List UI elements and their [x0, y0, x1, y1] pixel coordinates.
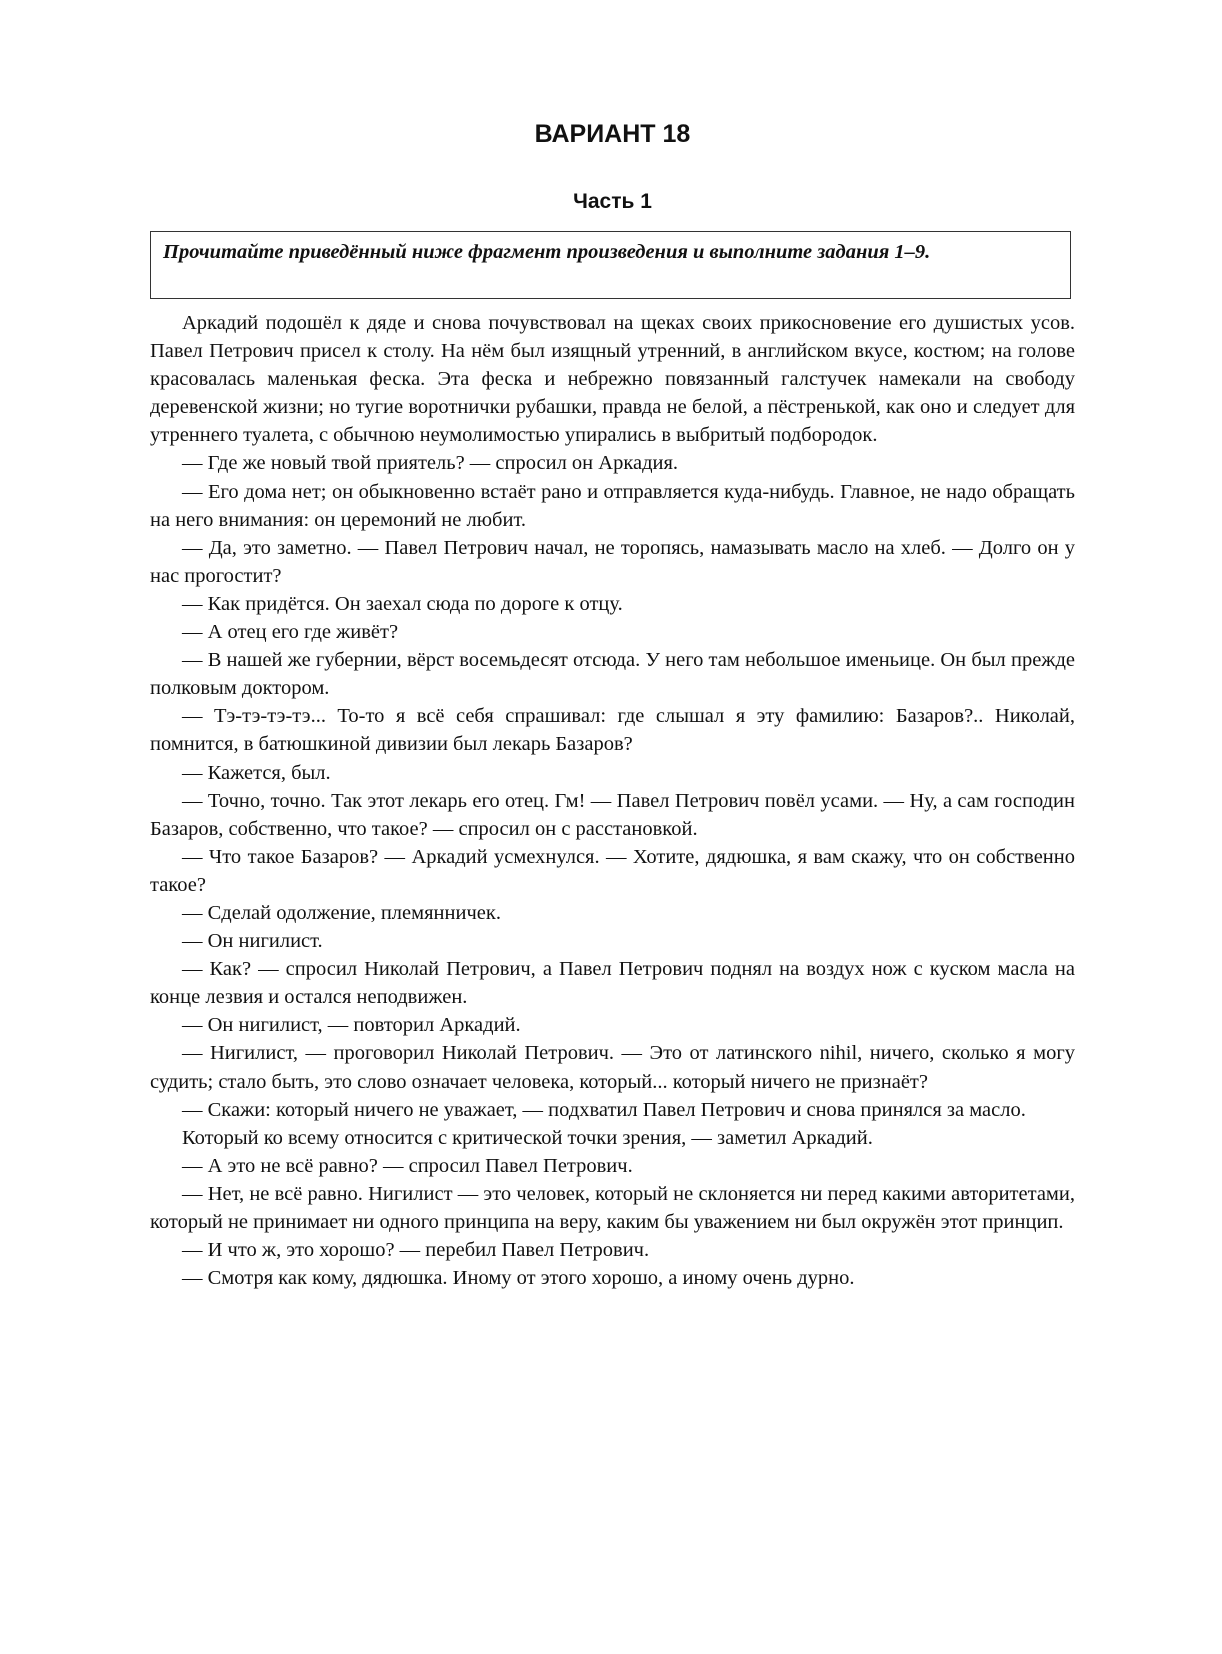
paragraph: — Что такое Базаров? — Аркадий усмехнулся. — Хотите, дядюшка, я вам скажу, что он собственно такое?: [150, 845, 1075, 896]
paragraph: — Кажется, был.: [182, 761, 331, 784]
text-fragment: [150, 309, 1075, 1292]
paragraph: — Как? — спросил Николай Петрович, а Павел Петрович поднял на воздух нож с куском масла на конце лезвия и остался неподвижен.: [150, 958, 1075, 1009]
paragraph: — Как придётся. Он заехал сюда по дороге к отцу.: [182, 592, 623, 615]
paragraph: — Сделай одолжение, племянничек.: [182, 901, 501, 924]
paragraph: — Смотря как кому, дядюшка. Иному от этого хорошо, а иному очень дурно.: [182, 1267, 855, 1290]
paragraph: — А отец его где живёт?: [182, 621, 399, 644]
paragraph: — Он нигилист, — повторил Аркадий.: [182, 1014, 521, 1037]
variant-title: ВАРИАНТ 18: [534, 120, 691, 148]
paragraph: Который ко всему относится с критической точки зрения, — заметил Аркадий.: [182, 1126, 873, 1149]
paragraph: — Тэ-тэ-тэ-тэ... То-то я всё себя спрашивал: где слышал я эту фамилию: Базаров?.. Николай, помнится, в батюшкиной дивизии был лекарь Базаров?: [150, 705, 1075, 756]
paragraph: — Скажи: который ничего не уважает, — подхватил Павел Петрович и снова принялся за масло.: [182, 1098, 1026, 1121]
paragraph: — Нигилист, — проговорил Николай Петрович. — Это от латинского nihil, ничего, сколько я могу судить; стало быть, это слово означает человека, который... который ничего не признаёт?: [150, 1042, 1075, 1093]
paragraph: — Нет, не всё равно. Нигилист — это человек, который не склоняется ни перед какими авторитетами, который не принимает ни одного принципа на веру, каким бы уважением ни был окружён этот принцип.: [150, 1182, 1075, 1233]
paragraph: — Точно, точно. Так этот лекарь его отец. Гм! — Павел Петрович повёл усами. — Ну, а сам господин Базаров, собственно, что такое? — спросил он с расстановкой.: [150, 789, 1075, 840]
paragraph: — А это не всё равно? — спросил Павел Петрович.: [182, 1154, 633, 1177]
paragraph: — Да, это заметно. — Павел Петрович начал, не торопясь, намазывать масло на хлеб. — Долго он у нас прогостит?: [150, 536, 1075, 587]
paragraph: — Он нигилист.: [182, 930, 323, 953]
instruction-box: Прочитайте приведённый ниже фрагмент произведения и выполните задания 1–9.: [150, 231, 1071, 299]
paragraph: — Его дома нет; он обыкновенно встаёт рано и отправляется куда-нибудь. Главное, не надо обращать на него внимания: он церемоний не любит.: [150, 480, 1075, 531]
paragraph: — И что ж, это хорошо? — перебил Павел Петрович.: [182, 1239, 650, 1262]
paragraph: — Где же новый твой приятель? — спросил он Аркадия.: [182, 452, 679, 475]
paragraph: — В нашей же губернии, вёрст восемьдесят отсюда. У него там небольшое именьице. Он был прежде полковым доктором.: [150, 649, 1075, 700]
part-heading: Часть 1: [573, 190, 652, 213]
paragraph: Аркадий подошёл к дяде и снова почувствовал на щеках своих прикосновение его душистых усов. Павел Петрович присел к столу. На нём был изящный утренний, в английском вкусе, костюм; на голове красовалась маленькая феска. Эта феска и небрежно повязанный галстучек намекали на свободу деревенской жизни; но тугие воротнички рубашки, правда не белой, а пёстренькой, как оно и следует для утреннего туалета, с обычною неумолимостью упирались в выбритый подбородок.: [150, 312, 1075, 447]
